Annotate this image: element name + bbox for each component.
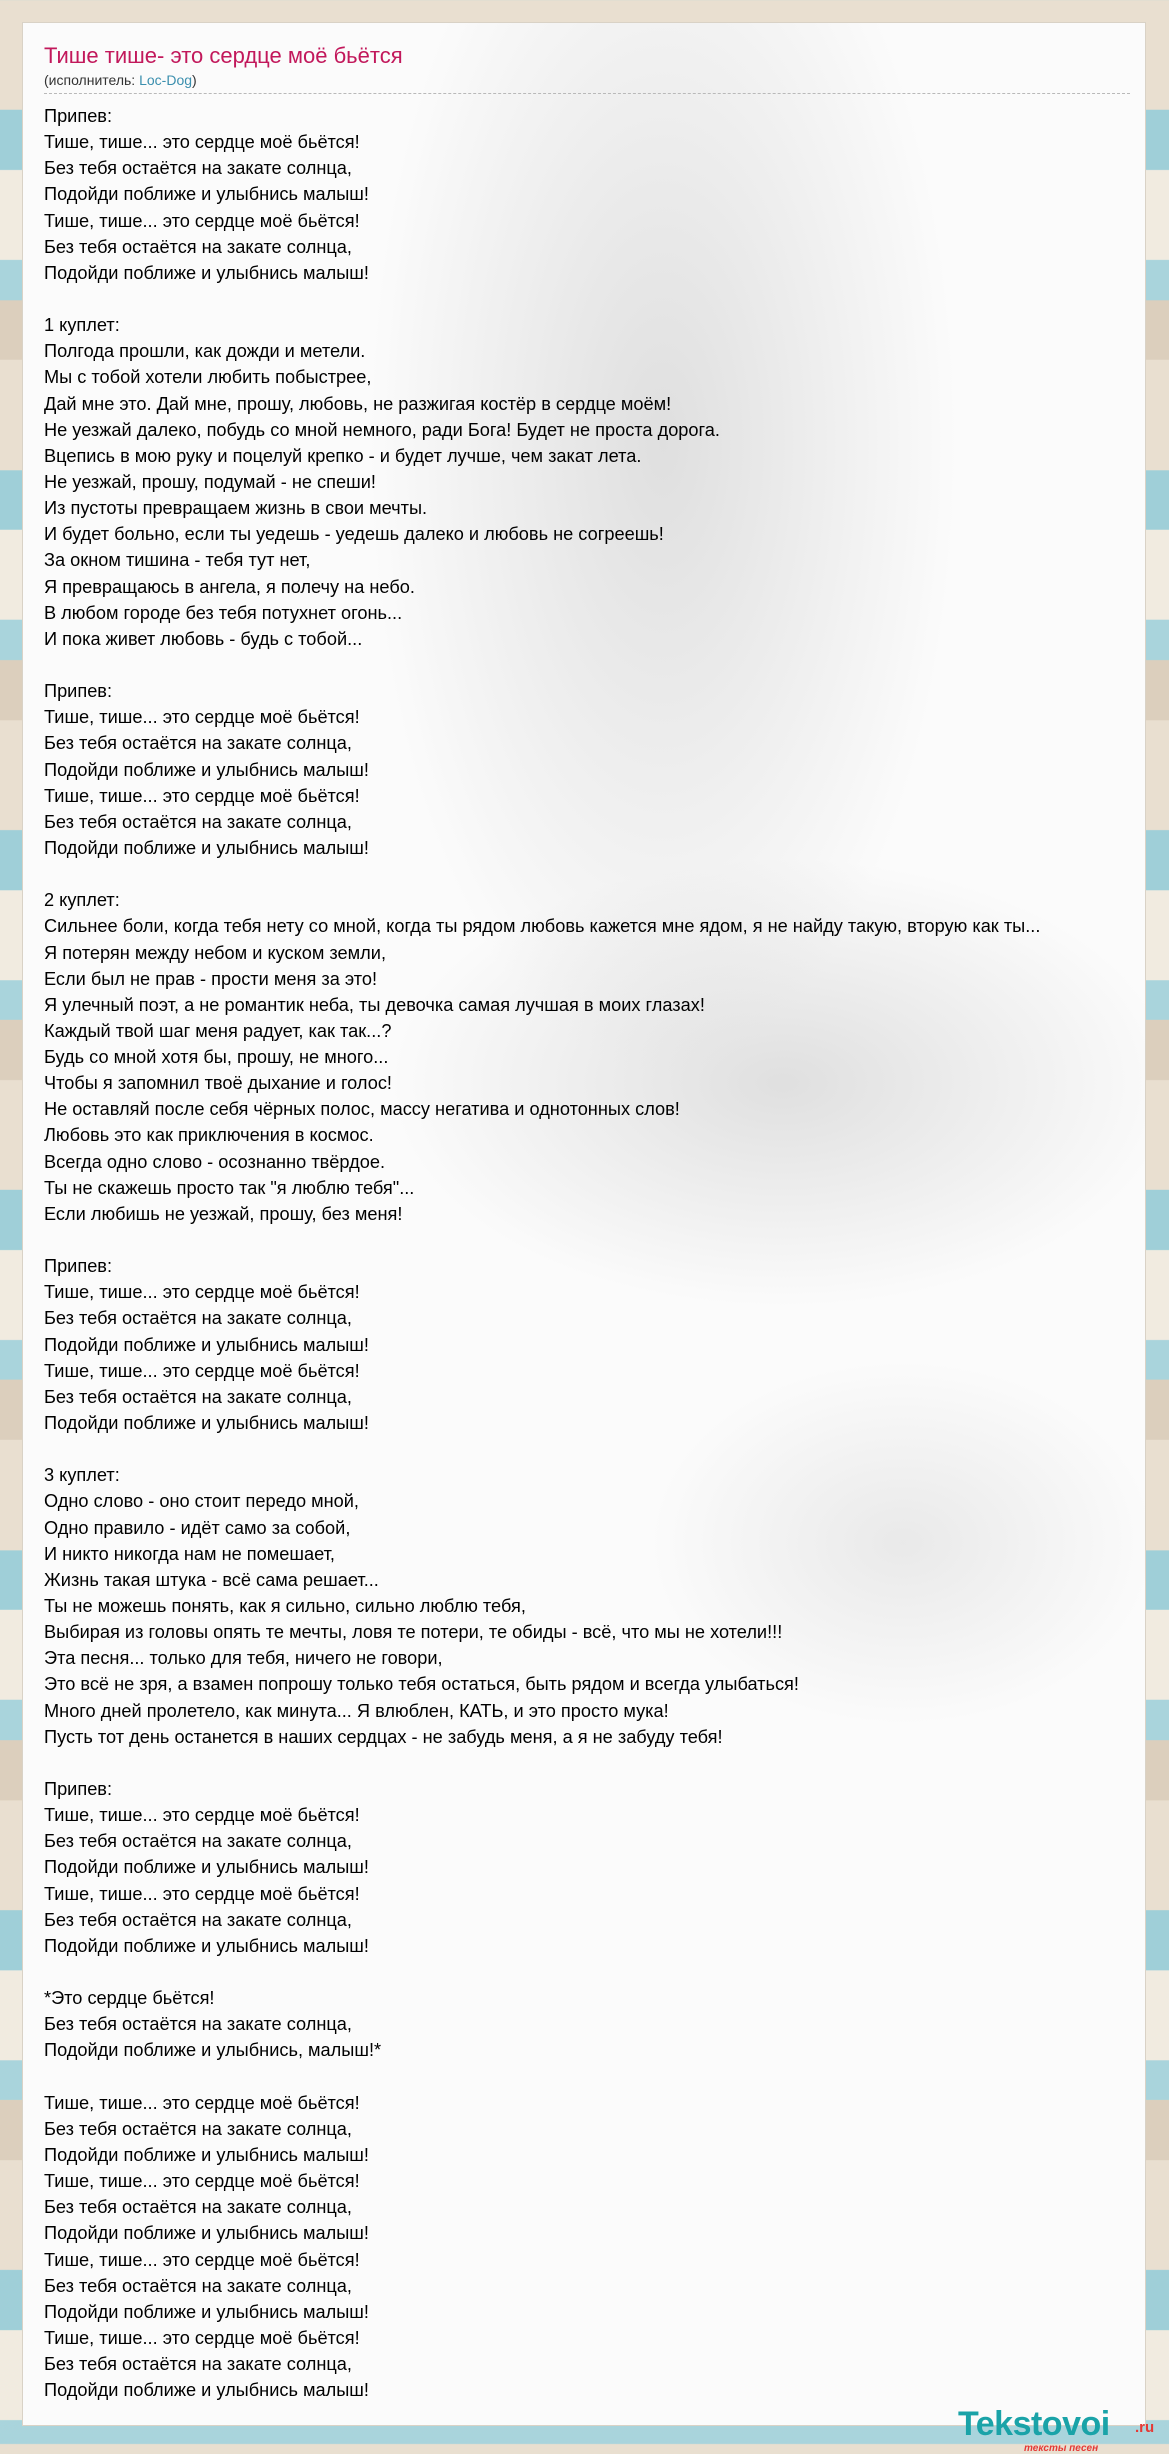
blank-line (44, 1750, 1142, 1776)
lyric-line: 1 куплет: (44, 315, 120, 336)
lyric-line: И будет больно, если ты уедешь - уедешь далеко и любовь не согреешь! (44, 524, 664, 545)
lyrics-card (22, 22, 1155, 2454)
lyrics-text (44, 103, 1142, 2403)
logo-tagline: тексты песен (1024, 2443, 1099, 2454)
performer-line (44, 72, 197, 88)
lyric-line: Не оставляй после себя чёрных полос, массу негатива и однотонных слов! (44, 1099, 680, 1120)
lyric-line: Полгода прошли, как дожди и метели. (44, 341, 366, 362)
lyric-line: Без тебя остаётся на закате солнца, (44, 811, 352, 832)
logo-tld: .ru (1135, 2419, 1155, 2436)
lyric-line: Всегда одно слово - осознанно твёрдое. (44, 1151, 386, 1172)
lyric-line: Тише, тише... это сердце моё бьётся! (44, 1805, 360, 1826)
lyric-line: Подойди поближе и улыбнись малыш! (44, 262, 369, 283)
lyric-line: Без тебя остаётся на закате солнца, (44, 2275, 352, 2296)
lyric-line: За окном тишина - тебя тут нет, (44, 550, 311, 571)
lyric-line: Подойди поближе и улыбнись малыш! (44, 759, 369, 780)
performer-link[interactable]: Loc-Dog (139, 72, 193, 88)
lyric-line: Из пустоты превращаем жизнь в свои мечты. (44, 498, 428, 519)
lyric-line: Без тебя остаётся на закате солнца, (44, 733, 352, 754)
logo-name: Tekstovoi (958, 2405, 1110, 2443)
lyric-line: Без тебя остаётся на закате солнца, (44, 1386, 352, 1407)
lyric-line: Тише, тише... это сердце моё бьётся! (44, 707, 360, 728)
lyric-line: Тише, тише... это сердце моё бьётся! (44, 1282, 360, 1303)
lyric-line: Жизнь такая штука - всё сама решает... (44, 1569, 379, 1590)
blank-line (44, 1959, 1142, 1985)
lyric-line: Вцепись в мою руку и поцелуй крепко - и будет лучше, чем закат лета. (44, 445, 642, 466)
song-title: Тише тише- это сердце моё бьётся (44, 43, 403, 68)
lyric-line: Одно правило - идёт само за собой, (44, 1517, 351, 1538)
lyric-line: Я улечный поэт, а не романтик неба, ты девочка самая лучшая в моих глазах! (44, 994, 705, 1015)
lyric-line: Чтобы я запомнил твоё дыхание и голос! (44, 1073, 392, 1094)
lyric-line: Не уезжай далеко, побудь со мной немного, ради Бога! Будет не проста дорога. (44, 419, 720, 440)
lyric-line: Без тебя остаётся на закате солнца, (44, 158, 352, 179)
lyric-line: Много дней пролетело, как минута... Я влюблен, КАТЬ, и это просто мука! (44, 1700, 669, 1721)
lyric-line: Подойди поближе и улыбнись малыш! (44, 2301, 369, 2322)
lyric-line: Подойди поближе и улыбнись малыш! (44, 1935, 369, 1956)
lyric-line: Без тебя остаётся на закате солнца, (44, 1308, 352, 1329)
lyric-line: Тише, тише... это сердце моё бьётся! (44, 2171, 360, 2192)
lyric-line: Без тебя остаётся на закате солнца, (44, 2118, 352, 2139)
lyric-line: Тише, тише... это сердце моё бьётся! (44, 2327, 360, 2348)
lyric-line: Тише, тише... это сердце моё бьётся! (44, 132, 360, 153)
lyric-line: Подойди поближе и улыбнись малыш! (44, 1413, 369, 1434)
lyric-line: Тише, тише... это сердце моё бьётся! (44, 785, 360, 806)
site-logo[interactable] (958, 2405, 1158, 2454)
lyric-line: Мы с тобой хотели любить побыстрее, (44, 367, 372, 388)
lyric-line: Без тебя остаётся на закате солнца, (44, 2197, 352, 2218)
lyric-line: Без тебя остаётся на закате солнца, (44, 2014, 352, 2035)
blank-line (44, 1227, 1142, 1253)
lyric-line: В любом городе без тебя потухнет огонь... (44, 602, 403, 623)
lyric-line: Подойди поближе и улыбнись, малыш!* (44, 2040, 382, 2061)
blank-line (44, 861, 1142, 887)
lyric-line: Выбирая из головы опять те мечты, ловя те потери, те обиды - всё, что мы не хотели!!! (44, 1622, 783, 1643)
performer-prefix: (исполнитель: (44, 72, 140, 88)
lyric-line: Не уезжай, прошу, подумай - не спеши! (44, 471, 376, 492)
blank-line (44, 286, 1142, 312)
lyric-line: Тише, тише... это сердце моё бьётся! (44, 210, 360, 231)
lyric-line: И пока живет любовь - будь с тобой... (44, 628, 363, 649)
lyric-line: Если был не прав - прости меня за это! (44, 968, 378, 989)
lyric-line: Тише, тише... это сердце моё бьётся! (44, 1883, 360, 1904)
lyric-line: Это всё не зря, а взамен попрошу только тебя остаться, быть рядом и всегда улыбаться! (44, 1674, 799, 1695)
lyric-line: Без тебя остаётся на закате солнца, (44, 1909, 352, 1930)
lyric-line: Подойди поближе и улыбнись малыш! (44, 1334, 369, 1355)
lyric-line: Припев: (44, 106, 113, 126)
blank-line (44, 2064, 1142, 2090)
title-divider (44, 93, 1130, 94)
lyric-line: Я потерян между небом и куском земли, (44, 942, 387, 963)
lyric-line: Я превращаюсь в ангела, я полечу на небо. (44, 576, 415, 597)
lyric-line: Если любишь не уезжай, прошу, без меня! (44, 1203, 403, 1224)
lyric-line: Подойди поближе и улыбнись малыш! (44, 2380, 369, 2401)
lyric-line: Ты не можешь понять, как я сильно, сильно люблю тебя, (44, 1596, 526, 1617)
lyric-line: Подойди поближе и улыбнись малыш! (44, 2223, 369, 2244)
lyric-line: Припев: (44, 1779, 113, 1799)
lyric-line: Подойди поближе и улыбнись малыш! (44, 184, 369, 205)
blank-line (44, 652, 1142, 678)
lyric-line: Дай мне это. Дай мне, прошу, любовь, не разжигая костёр в сердце моём! (44, 393, 672, 414)
lyric-line: 3 куплет: (44, 1465, 120, 1486)
lyric-line: 2 куплет: (44, 890, 120, 911)
lyric-line: Будь со мной хотя бы, прошу, не много... (44, 1047, 389, 1068)
lyric-line: Одно слово - оно стоит передо мной, (44, 1491, 359, 1512)
lyric-line: Тише, тише... это сердце моё бьётся! (44, 1360, 360, 1381)
lyric-line: Подойди поближе и улыбнись малыш! (44, 1857, 369, 1878)
lyric-line: Припев: (44, 1256, 113, 1277)
lyric-line: Эта песня... только для тебя, ничего не говори, (44, 1648, 443, 1669)
lyric-line: Любовь это как приключения в космос. (44, 1125, 374, 1146)
lyric-line: Без тебя остаётся на закате солнца, (44, 236, 352, 257)
lyric-line: Тише, тише... это сердце моё бьётся! (44, 2092, 360, 2113)
blank-line (44, 1436, 1142, 1462)
lyric-line: Каждый твой шаг меня радует, как так...? (44, 1020, 392, 1041)
lyric-line: Без тебя остаётся на закате солнца, (44, 2354, 352, 2375)
lyric-line: *Это сердце бьётся! (44, 1988, 215, 2009)
lyric-line: Пусть тот день останется в наших сердцах - не забудь меня, а я не забуду тебя! (44, 1726, 723, 1747)
lyric-line: Тише, тише... это сердце моё бьётся! (44, 2249, 360, 2270)
lyric-line: И никто никогда нам не помешает, (44, 1543, 335, 1564)
lyric-line: Сильнее боли, когда тебя нету со мной, когда ты рядом любовь кажется мне ядом, я не найду такую, вторую как ты... (44, 916, 1041, 937)
lyric-line: Ты не скажешь просто так "я люблю тебя"... (44, 1177, 415, 1198)
lyric-line: Припев: (44, 681, 113, 702)
performer-suffix: ) (192, 72, 197, 88)
lyric-line: Подойди поближе и улыбнись малыш! (44, 2144, 369, 2165)
lyric-line: Подойди поближе и улыбнись малыш! (44, 837, 369, 858)
lyric-line: Без тебя остаётся на закате солнца, (44, 1831, 352, 1852)
